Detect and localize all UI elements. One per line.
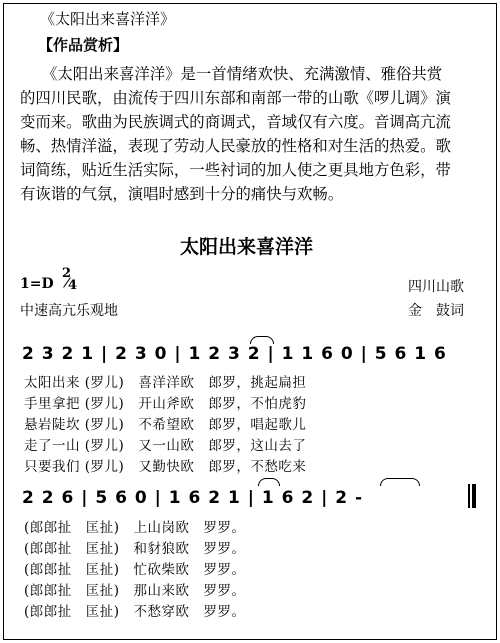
slur-mark <box>258 478 280 486</box>
section-label: 【作品赏析】 <box>38 36 129 54</box>
appreciation-line: 的四川民歌，由流传于四川东部和南部一带的山歌《啰儿调》演 <box>20 89 451 107</box>
appreciation-line: 词简练，贴近生活实际，一些衬词的加人使之更具地方色彩，带 <box>20 161 451 179</box>
verse-line: 走了一山 (罗儿) 又一山欧 郎罗，这山去了 <box>24 438 307 454</box>
source-title: 《太阳出来喜洋洋》 <box>40 10 176 28</box>
verse-line: (郎郎扯 匡扯) 和豺狼欧 罗罗。 <box>24 541 246 557</box>
verse-line: (郎郎扯 匡扯) 上山岗欧 罗罗。 <box>24 520 246 536</box>
verse-line: 只要我们 (罗儿) 又勤快欧 郎罗，不愁吃来 <box>24 459 307 475</box>
final-barline-thin <box>468 484 470 508</box>
time-signature-denominator: 4 <box>68 278 78 293</box>
verse-line: 太阳出来 (罗儿) 喜洋洋欧 郎罗，挑起扁担 <box>24 375 307 391</box>
underline-group <box>22 366 492 367</box>
final-barline-thick <box>472 484 476 508</box>
genre-label: 四川山歌 <box>408 279 464 295</box>
appreciation-line: 有诙谐的气氛，演唱时感到十分的痛快与欢畅。 <box>20 185 344 203</box>
slur-mark <box>250 336 274 344</box>
appreciation-line: 变而来。歌曲为民族调式的商调式，音域仅有六度。音调高亢流 <box>20 113 451 131</box>
verse-line: 手里拿把 (罗儿) 开山斧欧 郎罗，不怕虎豹 <box>24 396 307 412</box>
verse-line: (郎郎扯 匡扯) 那山来欧 罗罗。 <box>24 583 246 599</box>
appreciation-line: 《太阳出来喜洋洋》是一首情绪欢快、充满激情、雅俗共赏 <box>42 65 443 83</box>
score-title: 太阳出来喜洋洋 <box>180 236 314 258</box>
lyricist-credit: 金 鼓词 <box>408 303 464 319</box>
notation-row-2: 2 2 6 | 5 6 0 | 1 6 2 1 | 1 6 2 | 2 - <box>22 488 364 508</box>
verse-line: (郎郎扯 匡扯) 忙砍柴欧 罗罗。 <box>24 562 246 578</box>
notation-row-1: 2 3 2 1 | 2 3 0 | 1 2 3 2 | 1 1 6 0 | 5 6 1 6 <box>22 344 447 364</box>
key-signature: 1=D <box>20 276 54 292</box>
slur-mark <box>380 478 420 486</box>
tempo-marking: 中速高亢乐观地 <box>20 303 118 319</box>
verse-line: 悬岩陡坎 (罗儿) 不希望欧 郎罗，唱起歌儿 <box>24 417 307 433</box>
verse-line: (郎郎扯 匡扯) 不愁穿欧 罗罗。 <box>24 604 246 620</box>
time-signature-numerator: 2 <box>62 266 72 281</box>
appreciation-line: 畅、热情洋溢，表现了劳动人民豪放的性格和对生活的热爱。歌 <box>20 137 451 155</box>
